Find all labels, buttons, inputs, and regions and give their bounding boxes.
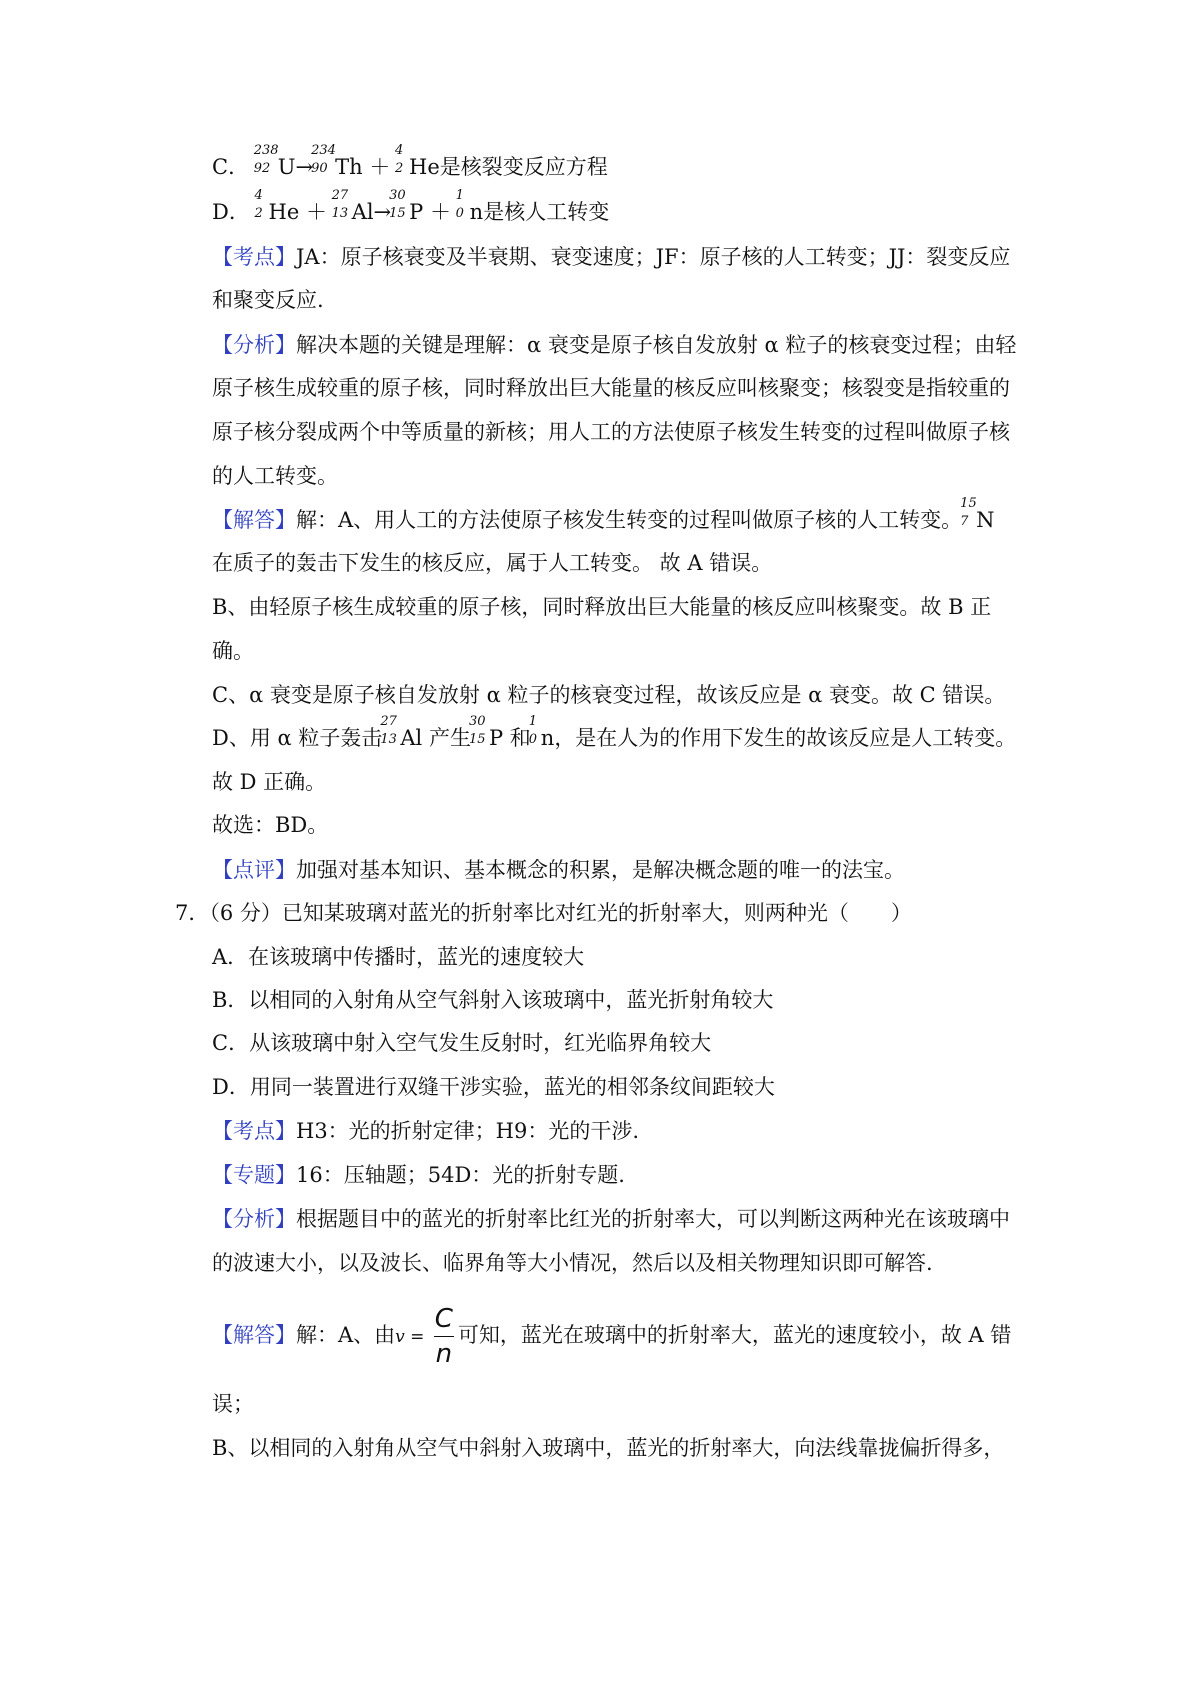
- option-c-prefix: C．: [212, 155, 250, 179]
- kaodian-tag: 【考点】: [212, 245, 296, 269]
- question-7-option-d: D．用同一装置进行双缝干涉实验，蓝光的相邻条纹间距较大: [212, 1075, 775, 1099]
- question-7-option-c: C．从该玻璃中射入空气发生反射时，红光临界角较大: [212, 1031, 712, 1055]
- jieda-1-line2: 在质子的轰击下发生的核反应，属于人工转变。 故 A 错误。: [212, 551, 773, 575]
- nuclide-p30: 30 15 P: [389, 188, 424, 224]
- reaction-arrow: →: [373, 200, 392, 224]
- zhuanti-tag: 【专题】: [212, 1163, 296, 1187]
- plus-sign: ＋: [305, 200, 327, 224]
- velocity-symbol: v: [395, 1327, 405, 1347]
- fenxi-tag: 【分析】: [212, 333, 296, 357]
- nuclide-he4: 4 2 He: [395, 143, 440, 179]
- jieda-tag: 【解答】: [212, 1323, 296, 1347]
- final-choice: 故选：BD。: [212, 813, 329, 837]
- fenxi-tag: 【分析】: [212, 1207, 296, 1231]
- fenxi-1-line4: 的人工转变。: [212, 464, 338, 488]
- fenxi-2-line2: 的波速大小，以及波长、临界角等大小情况，然后以及相关物理知识即可解答.: [212, 1251, 933, 1275]
- nuclide-u238: 238 92 U: [253, 143, 296, 179]
- fenxi-1-line3: 原子核分裂成两个中等质量的新核；用人工的方法使原子核发生转变的过程叫做原子核: [212, 420, 1010, 444]
- answer-d-line1: D、用 α 粒子轰击 27 13 Al 产生 30 15 P 和 1 0 n，是在人为的作用下发生的故该反应是人工转变。: [212, 723, 1016, 753]
- jieda-2: 【解答】解：A、由v = $\frac{C}{n}$ 可知，蓝光在玻璃中的折射率大，蓝光的速度较小，故 A 错: [212, 1304, 1012, 1369]
- question-7: 7．（6 分）已知某玻璃对蓝光的折射率比对红光的折射率大，则两种光（ ）: [175, 901, 912, 925]
- plus-sign: ＋: [369, 155, 391, 179]
- kaodian-2: 【考点】H3：光的折射定律；H9：光的干涉.: [212, 1119, 640, 1143]
- dianping-tag: 【点评】: [212, 858, 296, 882]
- jieda-1: 【解答】解：A、用人工的方法使原子核发生转变的过程叫做原子核的人工转变。 15 7 N: [212, 505, 995, 535]
- option-d-text: 是核人工转变: [483, 200, 610, 224]
- question-7-option-a: A．在该玻璃中传播时，蓝光的速度较大: [212, 945, 585, 969]
- option-d-prefix: D．: [212, 200, 250, 224]
- fenxi-2: 【分析】根据题目中的蓝光的折射率比红光的折射率大，可以判断这两种光在该玻璃中: [212, 1207, 1010, 1231]
- kaodian-1-cont: 和聚变反应.: [212, 288, 324, 312]
- nuclide-al27: 27 13 Al: [380, 714, 423, 750]
- kaodian-1: 【考点】JA：原子核衰变及半衰期、衰变速度；JF：原子核的人工转变；JJ：裂变反应: [212, 245, 1011, 269]
- nuclide-th234: 234 90 Th: [311, 143, 363, 179]
- fraction-c-over-n: $\frac{C}{n}$: [434, 1304, 453, 1369]
- reaction-arrow: →: [295, 155, 314, 179]
- nuclide-al27: 27 13 Al: [331, 188, 374, 224]
- answer-b-line2: 确。: [212, 639, 254, 663]
- nuclide-neutron: 1 0 n: [528, 714, 555, 750]
- question-7-option-b: B．以相同的入射角从空气斜射入该玻璃中，蓝光折射角较大: [212, 988, 774, 1012]
- fenxi-1: 【分析】解决本题的关键是理解：α 衰变是原子核自发放射 α 粒子的核衰变过程；由轻: [212, 333, 1017, 357]
- option-d: [212, 188, 610, 227]
- dianping: 【点评】加强对基本知识、基本概念的积累，是解决概念题的唯一的法宝。: [212, 858, 905, 882]
- fenxi-1-line2: 原子核生成较重的原子核，同时释放出巨大能量的核反应叫核聚变；核裂变是指较重的: [212, 376, 1010, 400]
- answer-b-last: B、以相同的入射角从空气中斜射入玻璃中，蓝光的折射率大，向法线靠拢偏折得多，: [212, 1436, 1005, 1460]
- option-c: [212, 143, 608, 182]
- kaodian-tag: 【考点】: [212, 1119, 296, 1143]
- answer-d-line2: 故 D 正确。: [212, 770, 327, 794]
- option-c-text: 是核裂变反应方程: [439, 155, 608, 179]
- nuclide-he4: 4 2 He: [254, 188, 300, 224]
- answer-b-line1: B、由轻原子核生成较重的原子核，同时释放出巨大能量的核反应叫核聚变。故 B 正: [212, 595, 992, 619]
- jieda-2-line2: 误；: [212, 1392, 254, 1416]
- nuclide-n15: 15 7 N: [960, 496, 995, 532]
- answer-c: C、α 衰变是原子核自发放射 α 粒子的核衰变过程，故该反应是 α 衰变。故 C 错误。: [212, 683, 1006, 707]
- plus-sign: ＋: [429, 200, 451, 224]
- jieda-tag: 【解答】: [212, 508, 296, 532]
- zhuanti: 【专题】16：压轴题；54D：光的折射专题.: [212, 1163, 625, 1187]
- nuclide-neutron: 1 0 n: [455, 188, 484, 224]
- nuclide-p30: 30 15 P: [468, 714, 504, 750]
